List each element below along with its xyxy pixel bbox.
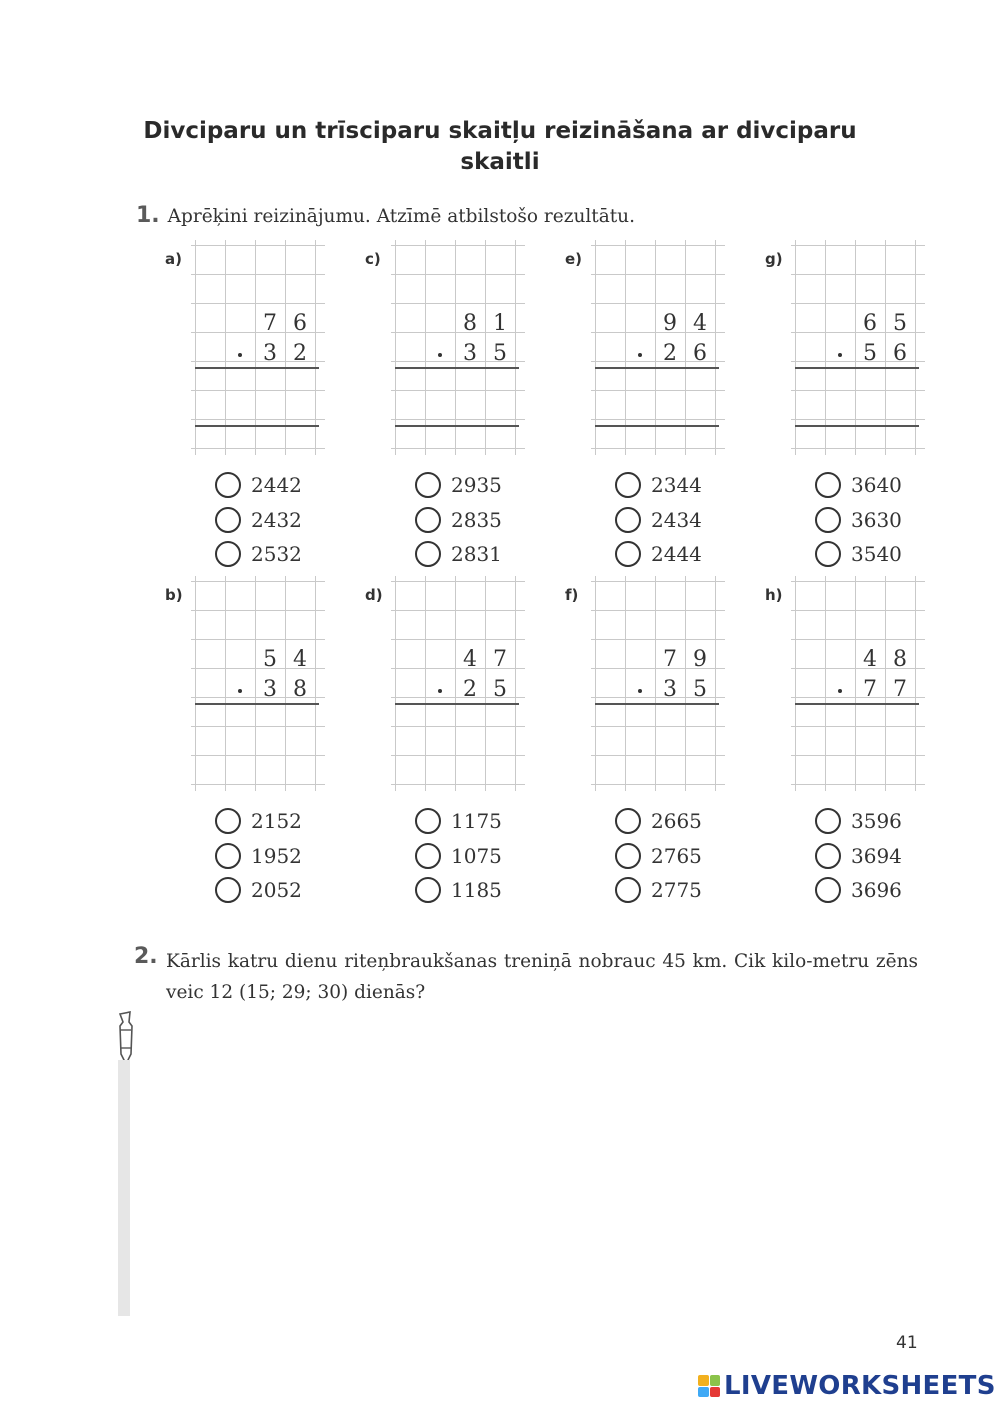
- radio-circle-icon[interactable]: [215, 808, 241, 834]
- radio-circle-icon[interactable]: [415, 877, 441, 903]
- product-line: [395, 367, 519, 369]
- multiply-sign: [238, 353, 242, 357]
- brand-name: LIVEWORKSHEETS: [724, 1371, 996, 1401]
- problem-d: [365, 576, 545, 906]
- problem-label: c): [365, 250, 381, 268]
- answer-options: [215, 804, 302, 908]
- calculation-grid[interactable]: [391, 576, 525, 791]
- problem-label: f): [565, 586, 579, 604]
- multiplier-digit: 3: [263, 677, 277, 702]
- answer-option-value: 1075: [451, 843, 502, 868]
- multiplicand-digit: 4: [463, 647, 477, 672]
- problem-b: [165, 576, 345, 906]
- answer-option-value: 2152: [251, 809, 302, 834]
- product-line: [395, 703, 519, 705]
- answer-options: [815, 804, 902, 908]
- multiply-sign: [438, 689, 442, 693]
- calculation-grid[interactable]: [591, 576, 725, 791]
- liveworksheets-logo-icon: [698, 1375, 720, 1397]
- answer-option[interactable]: [615, 503, 702, 538]
- multiply-sign: [238, 689, 242, 693]
- calculation-grid[interactable]: [791, 576, 925, 791]
- multiply-sign: [638, 353, 642, 357]
- radio-circle-icon[interactable]: [215, 843, 241, 869]
- multiplicand-digit: 9: [663, 311, 677, 336]
- pencil-icon: [112, 1010, 140, 1066]
- answer-option[interactable]: [815, 804, 902, 839]
- problem-h: [765, 576, 945, 906]
- multiplicand-digit: 7: [263, 311, 277, 336]
- answer-option[interactable]: [415, 839, 502, 874]
- radio-circle-icon[interactable]: [615, 507, 641, 533]
- multiplicand-digit: 5: [893, 311, 907, 336]
- radio-circle-icon[interactable]: [615, 843, 641, 869]
- answer-option-value: 3630: [851, 507, 902, 532]
- problem-label: h): [765, 586, 783, 604]
- multiplier-digit: 5: [863, 341, 877, 366]
- problem-c: [365, 240, 545, 570]
- calculation-grid[interactable]: [191, 240, 325, 455]
- sum-line: [795, 425, 919, 427]
- problem-a: [165, 240, 345, 570]
- answer-option[interactable]: [215, 468, 302, 503]
- answer-option[interactable]: [415, 804, 502, 839]
- answer-option-value: 2432: [251, 507, 302, 532]
- problem-label: d): [365, 586, 383, 604]
- radio-circle-icon[interactable]: [415, 541, 441, 567]
- multiply-sign: [838, 689, 842, 693]
- problem-f: [565, 576, 745, 906]
- answer-option-value: 2835: [451, 507, 502, 532]
- answer-option-value: 2765: [651, 843, 702, 868]
- answer-option-value: 2532: [251, 542, 302, 567]
- product-line: [195, 703, 319, 705]
- answer-option-value: 2665: [651, 809, 702, 834]
- multiplicand-digit: 1: [493, 311, 507, 336]
- answer-option[interactable]: [815, 537, 902, 572]
- answer-option[interactable]: [415, 468, 502, 503]
- product-line: [195, 367, 319, 369]
- multiply-sign: [438, 353, 442, 357]
- task-1-heading: [136, 203, 635, 228]
- problem-g: [765, 240, 945, 570]
- answer-option[interactable]: [815, 503, 902, 538]
- task-1-number: 1.: [136, 203, 160, 228]
- multiplicand-digit: 4: [693, 311, 707, 336]
- answer-option[interactable]: [415, 503, 502, 538]
- multiplicand-digit: 8: [893, 647, 907, 672]
- sum-line: [595, 425, 719, 427]
- radio-circle-icon[interactable]: [815, 843, 841, 869]
- problem-label: b): [165, 586, 183, 604]
- answer-option-value: 1952: [251, 843, 302, 868]
- answer-option-value: 2344: [651, 473, 702, 498]
- product-line: [595, 367, 719, 369]
- multiplier-digit: 3: [463, 341, 477, 366]
- calculation-grid[interactable]: [191, 576, 325, 791]
- multiplier-digit: 7: [863, 677, 877, 702]
- task-2-number: 2.: [134, 944, 158, 969]
- multiplier-digit: 6: [693, 341, 707, 366]
- multiplier-digit: 2: [463, 677, 477, 702]
- radio-circle-icon[interactable]: [615, 472, 641, 498]
- calculation-grid[interactable]: [791, 240, 925, 455]
- radio-circle-icon[interactable]: [615, 808, 641, 834]
- problem-label: e): [565, 250, 583, 268]
- answer-option[interactable]: [615, 537, 702, 572]
- calculation-grid[interactable]: [591, 240, 725, 455]
- brand-footer: [698, 1371, 996, 1401]
- radio-circle-icon[interactable]: [815, 472, 841, 498]
- answer-option[interactable]: [215, 503, 302, 538]
- answer-option[interactable]: [615, 873, 702, 908]
- answer-option-value: 3696: [851, 878, 902, 903]
- answer-option-value: 2935: [451, 473, 502, 498]
- answer-option[interactable]: [815, 468, 902, 503]
- answer-option[interactable]: [215, 537, 302, 572]
- answer-option-value: 3694: [851, 843, 902, 868]
- product-line: [595, 703, 719, 705]
- multiplier-digit: 5: [693, 677, 707, 702]
- answer-option-value: 1185: [451, 878, 502, 903]
- answer-option[interactable]: [615, 468, 702, 503]
- radio-circle-icon[interactable]: [215, 472, 241, 498]
- answer-option-value: 3596: [851, 809, 902, 834]
- multiplicand-digit: 4: [863, 647, 877, 672]
- radio-circle-icon[interactable]: [815, 808, 841, 834]
- radio-circle-icon[interactable]: [415, 808, 441, 834]
- answer-option[interactable]: [215, 873, 302, 908]
- multiplier-digit: 2: [293, 341, 307, 366]
- answer-option[interactable]: [215, 804, 302, 839]
- answer-options: [415, 468, 502, 572]
- radio-circle-icon[interactable]: [415, 507, 441, 533]
- answer-option[interactable]: [815, 873, 902, 908]
- calculation-grid[interactable]: [391, 240, 525, 455]
- radio-circle-icon[interactable]: [415, 843, 441, 869]
- page-number: 41: [896, 1333, 918, 1353]
- answer-option[interactable]: [615, 804, 702, 839]
- product-line: [795, 703, 919, 705]
- radio-circle-icon[interactable]: [615, 877, 641, 903]
- radio-circle-icon[interactable]: [215, 877, 241, 903]
- answer-option-value: 3540: [851, 542, 902, 567]
- radio-circle-icon[interactable]: [615, 541, 641, 567]
- multiplicand-digit: 8: [463, 311, 477, 336]
- answer-option[interactable]: [415, 537, 502, 572]
- answer-option[interactable]: [215, 839, 302, 874]
- multiplicand-digit: 6: [293, 311, 307, 336]
- task-2-text: Kārlis katru dienu riteņbraukšanas treniņā nobrauc 45 km. Cik kilo-metru zēns veic 12 (15; 29; 30) dienās?: [166, 951, 918, 1003]
- radio-circle-icon[interactable]: [215, 541, 241, 567]
- multiplier-digit: 8: [293, 677, 307, 702]
- multiplicand-digit: 6: [863, 311, 877, 336]
- answer-option-value: 2831: [451, 542, 502, 567]
- multiplier-digit: 5: [493, 677, 507, 702]
- multiply-sign: [838, 353, 842, 357]
- multiplier-digit: 7: [893, 677, 907, 702]
- answer-options: [215, 468, 302, 572]
- answer-option[interactable]: [415, 873, 502, 908]
- multiplier-digit: 3: [663, 677, 677, 702]
- answer-option[interactable]: [815, 839, 902, 874]
- multiplicand-digit: 7: [663, 647, 677, 672]
- radio-circle-icon[interactable]: [815, 877, 841, 903]
- answer-option-value: 2775: [651, 878, 702, 903]
- answer-option-value: 3640: [851, 473, 902, 498]
- answer-option[interactable]: [615, 839, 702, 874]
- page-title: Divciparu un trīsciparu skaitļu reizināšana ar divciparu skaitli: [143, 118, 857, 175]
- radio-circle-icon[interactable]: [815, 507, 841, 533]
- product-line: [795, 367, 919, 369]
- multiplier-digit: 3: [263, 341, 277, 366]
- problem-label: a): [165, 250, 182, 268]
- multiplier-digit: 5: [493, 341, 507, 366]
- sum-line: [395, 425, 519, 427]
- sum-line: [195, 425, 319, 427]
- answer-option-value: 2442: [251, 473, 302, 498]
- problem-e: [565, 240, 745, 570]
- task-1-instruction: Aprēķini reizinājumu. Atzīmē atbilstošo rezultātu.: [167, 206, 635, 227]
- answer-option-value: 1175: [451, 809, 502, 834]
- multiplicand-digit: 7: [493, 647, 507, 672]
- multiplier-digit: 2: [663, 341, 677, 366]
- answer-options: [415, 804, 502, 908]
- answer-option-value: 2434: [651, 507, 702, 532]
- writing-area-bar: [118, 1060, 130, 1316]
- multiplicand-digit: 5: [263, 647, 277, 672]
- problem-label: g): [765, 250, 783, 268]
- radio-circle-icon[interactable]: [415, 472, 441, 498]
- multiply-sign: [638, 689, 642, 693]
- multiplier-digit: 6: [893, 341, 907, 366]
- radio-circle-icon[interactable]: [215, 507, 241, 533]
- answer-options: [815, 468, 902, 572]
- multiplicand-digit: 9: [693, 647, 707, 672]
- answer-options: [615, 804, 702, 908]
- answer-option-value: 2444: [651, 542, 702, 567]
- answer-options: [615, 468, 702, 572]
- answer-option-value: 2052: [251, 878, 302, 903]
- multiplicand-digit: 4: [293, 647, 307, 672]
- radio-circle-icon[interactable]: [815, 541, 841, 567]
